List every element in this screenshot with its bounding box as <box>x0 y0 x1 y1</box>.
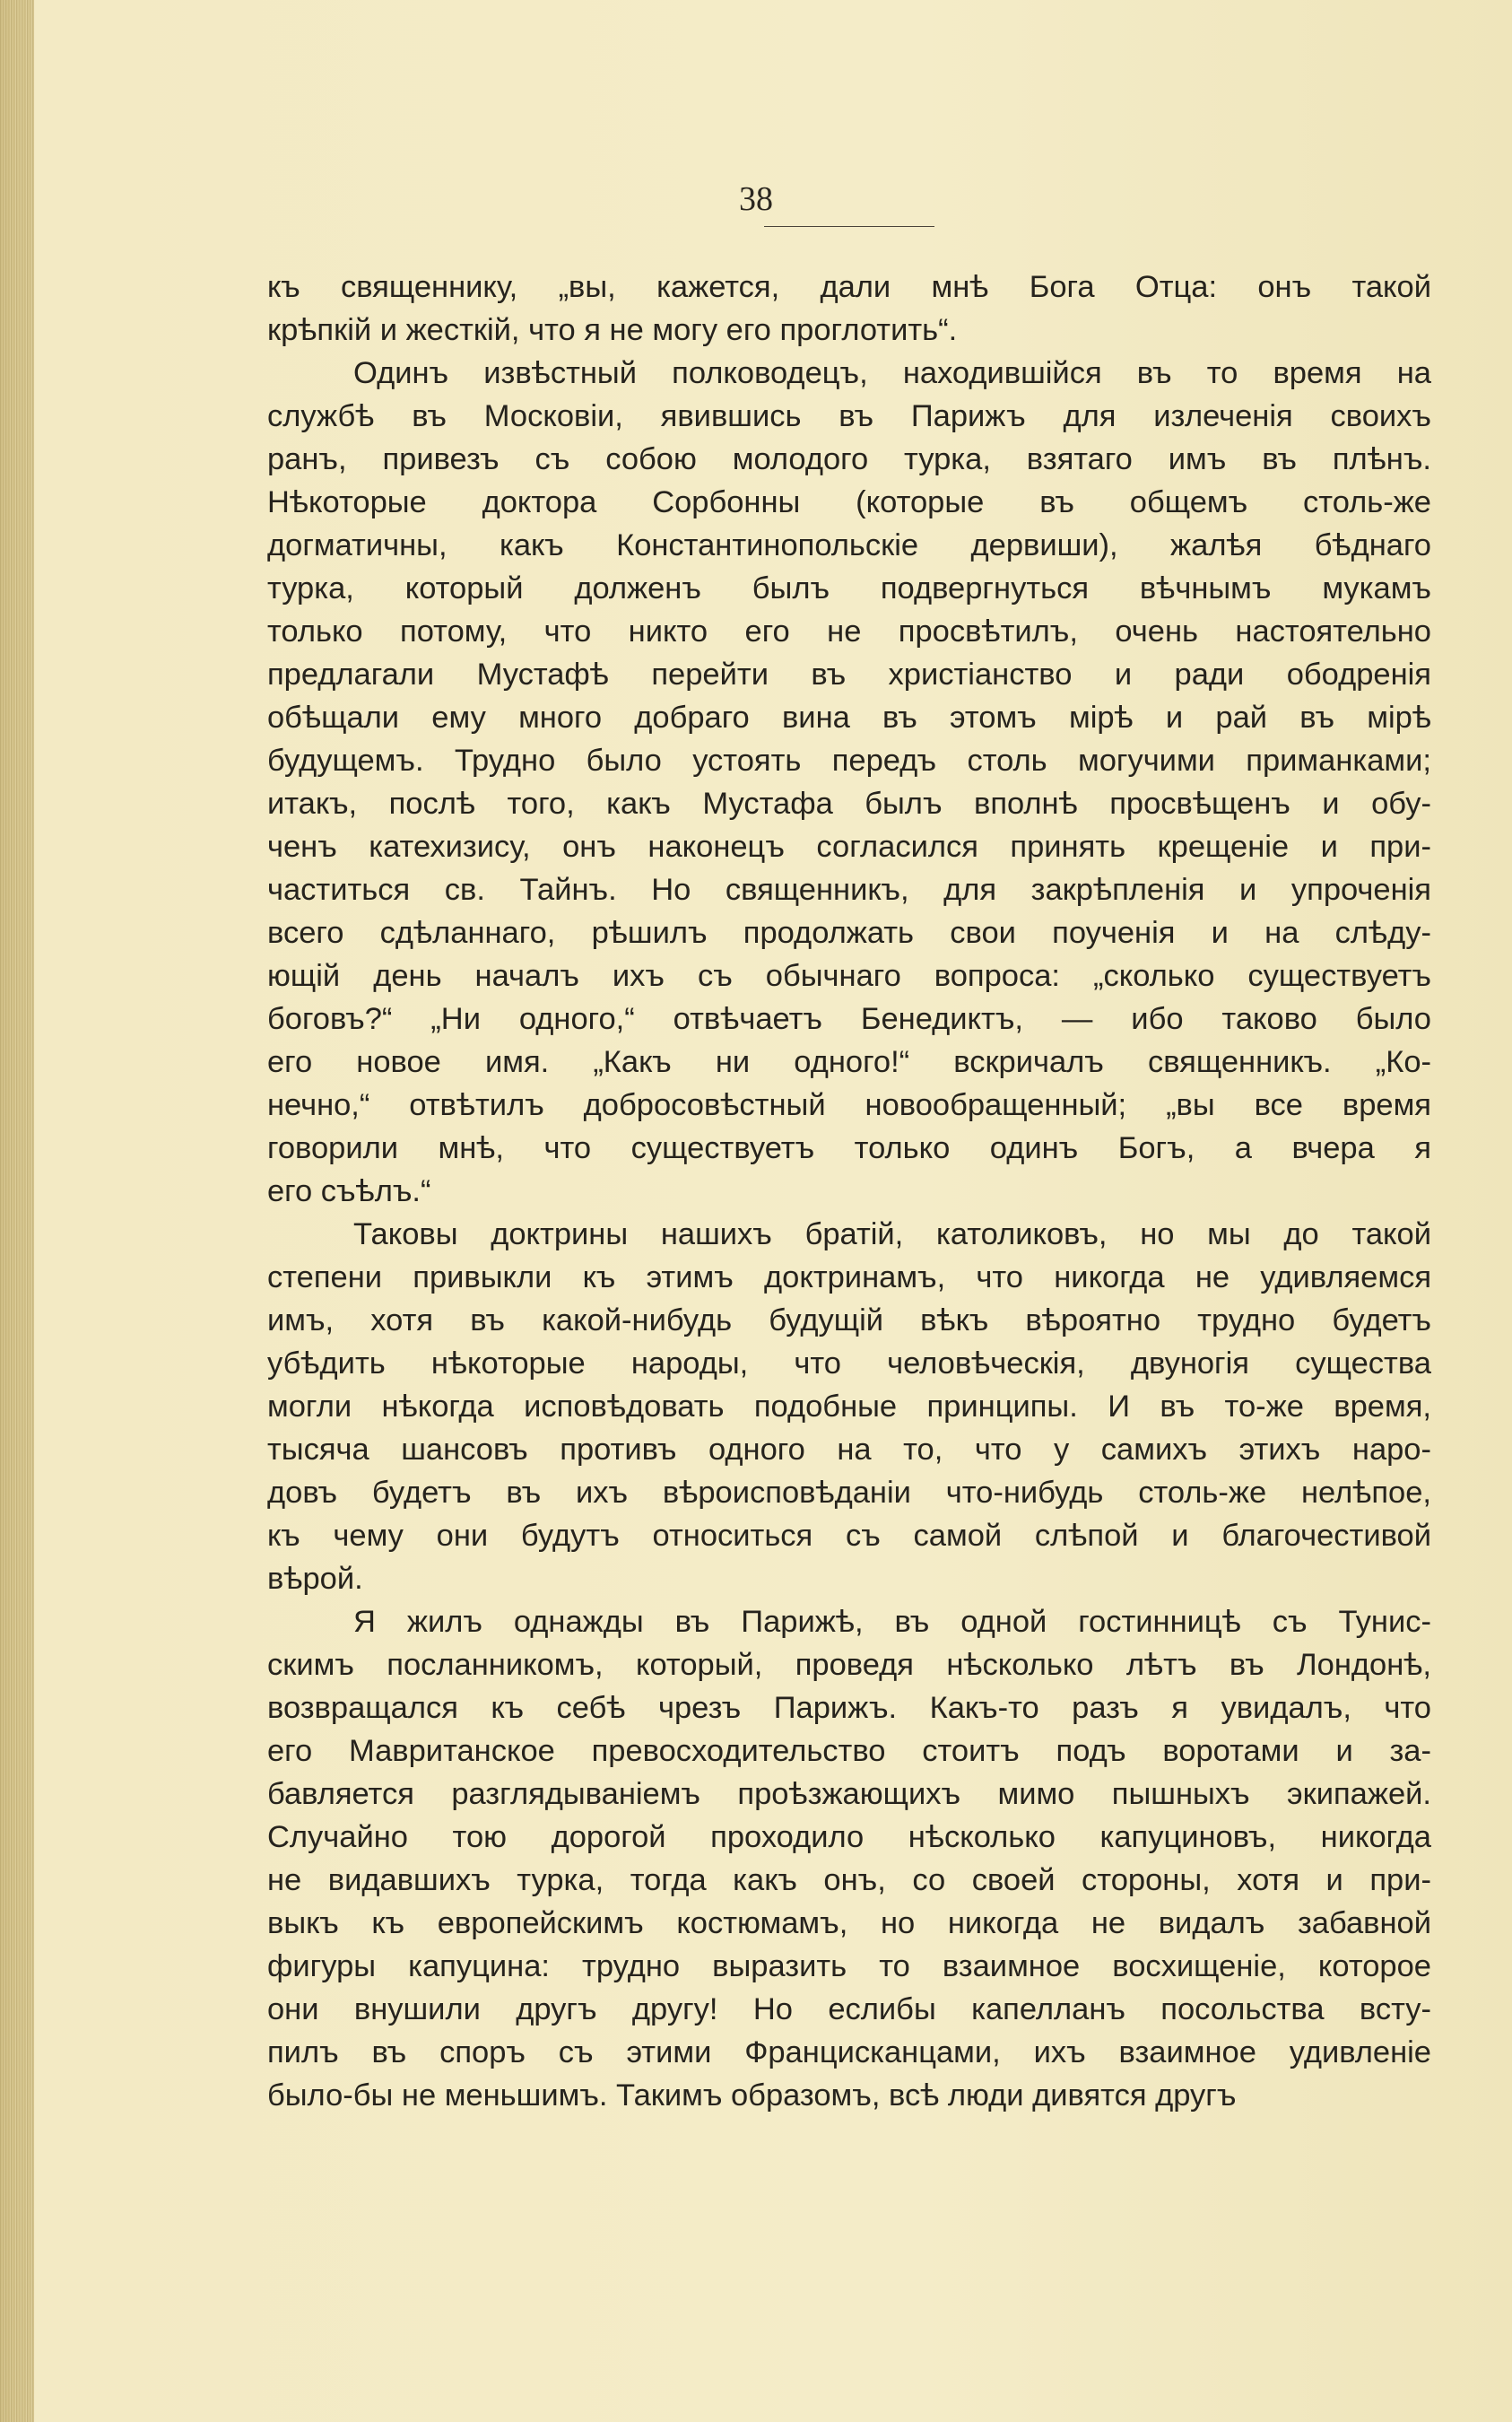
text-line: Таковы доктрины нашихъ братій, католиковъ, но мы до такой <box>353 1217 1431 1251</box>
paragraph <box>267 266 1431 352</box>
text-line: къ чему они будутъ относиться съ самой слѣпой и благочестивой <box>267 1519 1431 1553</box>
text-line: къ священнику, „вы, кажется, дали мнѣ Бога Отца: онъ такой <box>267 270 1431 304</box>
page-number-rule <box>764 226 934 227</box>
text-line: могли нѣкогда исповѣдовать подобные принципы. И въ то-же время, <box>267 1390 1431 1424</box>
book-spine-edge <box>0 0 34 2422</box>
text-line: всего сдѣланнаго, рѣшилъ продолжать свои поученія и на слѣду- <box>267 916 1431 950</box>
text-line: было-бы не меньшимъ. Такимъ образомъ, всѣ люди дивятся другъ <box>267 2078 1237 2113</box>
text-line: бавляется разглядываніемъ проѣзжающихъ мимо пышныхъ экипажей. <box>267 1777 1431 1811</box>
text-line: итакъ, послѣ того, какъ Мустафа былъ вполнѣ просвѣщенъ и обу- <box>267 787 1431 821</box>
text-line: выкъ къ европейскимъ костюмамъ, но никогда не видалъ забавной <box>267 1906 1431 1940</box>
text-line: тысяча шансовъ противъ одного на то, что у самихъ этихъ наро- <box>267 1433 1431 1467</box>
text-line: частиться св. Тайнъ. Но священникъ, для закрѣпленія и упроченія <box>267 873 1431 907</box>
paragraph <box>267 1213 1431 1600</box>
text-line: они внушили другъ другу! Но еслибы капелланъ посольства всту- <box>267 1992 1431 2026</box>
text-line: Нѣкоторые доктора Сорбонны (которые въ общемъ столь-же <box>267 485 1431 519</box>
text-line: фигуры капуцина: трудно выразить то взаимное восхищеніе, которое <box>267 1949 1431 1983</box>
text-line: имъ, хотя въ какой-нибудь будущій вѣкъ вѣроятно трудно будетъ <box>267 1303 1431 1337</box>
text-line: ченъ катехизису, онъ наконецъ согласился принять крещеніе и при- <box>267 830 1431 864</box>
text-line: догматичны, какъ Константинопольскіе дервиши), жалѣя бѣднаго <box>267 528 1431 562</box>
text-line: крѣпкій и жесткій, что я не могу его проглотить“. <box>267 313 958 347</box>
text-line: предлагали Мустафѣ перейти въ христіанство и ради ободренія <box>267 658 1431 692</box>
text-line: будущемъ. Трудно было устоять передъ столь могучими приманками; <box>267 744 1431 778</box>
text-line: говорили мнѣ, что существуетъ только одинъ Богъ, а вчера я <box>267 1131 1431 1165</box>
text-line: довъ будетъ въ ихъ вѣроисповѣданіи что-нибудь столь-же нелѣпое, <box>267 1476 1431 1510</box>
text-line: степени привыкли къ этимъ доктринамъ, что никогда не удивляемся <box>267 1260 1431 1294</box>
text-line: Случайно тою дорогой проходило нѣсколько капуциновъ, никогда <box>267 1820 1431 1854</box>
text-line: убѣдить нѣкоторые народы, что человѣческія, двуногія существа <box>267 1346 1431 1381</box>
text-line: вѣрой. <box>267 1562 363 1596</box>
text-line: турка, который долженъ былъ подвергнуться вѣчнымъ мукамъ <box>267 571 1431 606</box>
text-line: только потому, что никто его не просвѣтилъ, очень настоятельно <box>267 614 1431 649</box>
text-line: его Мавританское превосходительство стоитъ подъ воротами и за- <box>267 1734 1431 1768</box>
paragraph <box>267 1600 1431 2117</box>
text-line: пилъ въ споръ съ этими Францисканцами, ихъ взаимное удивленіе <box>267 2035 1431 2069</box>
text-line: его съѣлъ.“ <box>267 1174 431 1208</box>
text-line: не видавшихъ турка, тогда какъ онъ, со своей стороны, хотя и при- <box>267 1863 1431 1897</box>
text-line: скимъ посланникомъ, который, проведя нѣсколько лѣтъ въ Лондонѣ, <box>267 1648 1431 1682</box>
body-text <box>267 266 1431 2117</box>
text-line: нечно,“ отвѣтилъ добросовѣстный новообращенный; „вы все время <box>267 1088 1431 1122</box>
text-line: ранъ, привезъ съ собою молодого турка, взятаго имъ въ плѣнъ. <box>267 442 1431 476</box>
text-line: боговъ?“ „Ни одного,“ отвѣчаетъ Бенедиктъ, — ибо таково было <box>267 1002 1431 1036</box>
text-line: службѣ въ Московіи, явившись въ Парижъ для излеченія своихъ <box>267 399 1431 433</box>
text-line: ющій день началъ ихъ съ обычнаго вопроса: „сколько существуетъ <box>267 959 1431 993</box>
text-line: обѣщали ему много добраго вина въ этомъ мірѣ и рай въ мірѣ <box>267 701 1431 735</box>
text-line: его новое имя. „Какъ ни одного!“ вскричалъ священникъ. „Ко- <box>267 1045 1431 1079</box>
paragraph <box>267 352 1431 1213</box>
text-line: возвращался къ себѣ чрезъ Парижъ. Какъ-то разъ я увидалъ, что <box>267 1691 1431 1725</box>
text-line: Я жилъ однажды въ Парижѣ, въ одной гостинницѣ съ Тунис- <box>353 1605 1431 1639</box>
page-number: 38 <box>739 180 773 218</box>
text-line: Одинъ извѣстный полководецъ, находившійся въ то время на <box>353 356 1431 390</box>
